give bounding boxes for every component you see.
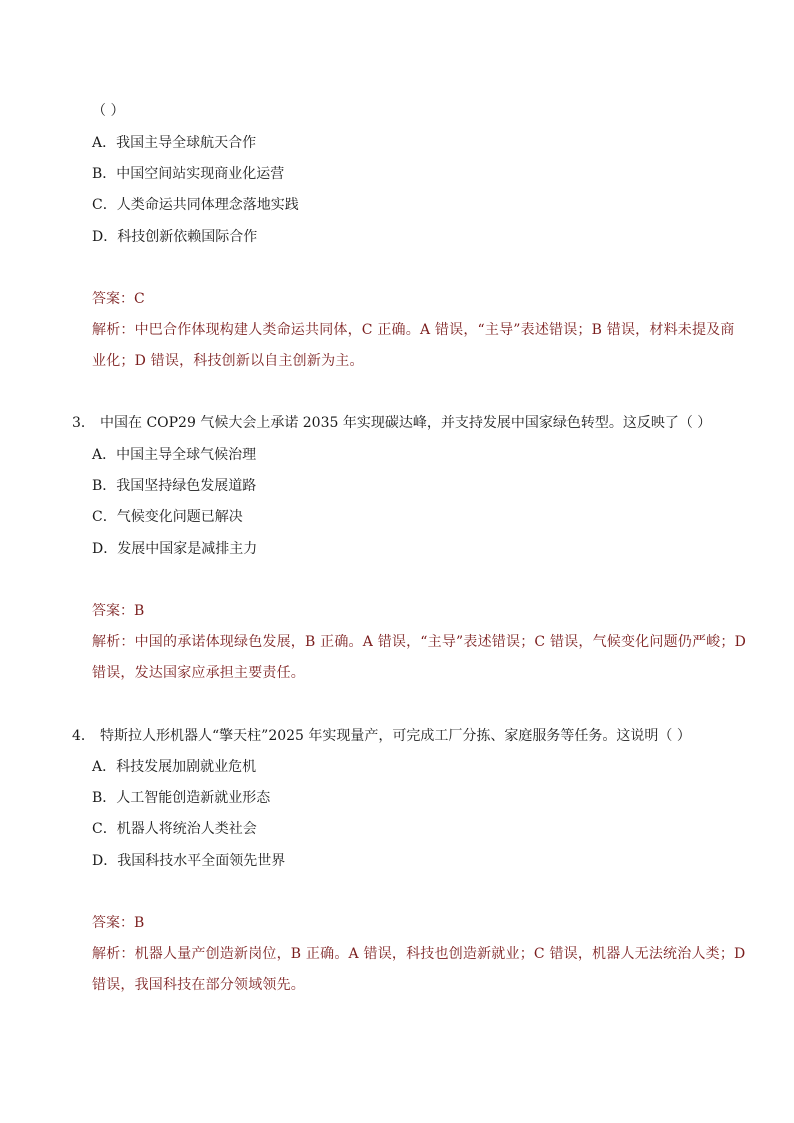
- q4-analysis-line1: 解析：机器人量产创造新岗位，B 正确。A 错误，科技也创造新就业；C 错误，机器人无法统治人类；D: [92, 946, 746, 962]
- q3-option-b: B．我国坚持绿色发展道路: [92, 478, 257, 494]
- q4-option-c: C．机器人将统治人类社会: [92, 821, 257, 837]
- q2-option-c: C．人类命运共同体理念落地实践: [92, 197, 299, 213]
- q2-bracket: （ ）: [92, 103, 125, 119]
- q3-option-a: A．中国主导全球气候治理: [92, 447, 257, 463]
- q2-analysis-line1: 解析：中巴合作体现构建人类命运共同体，C 正确。A 错误，“主导”表述错误；B 错误，材料未提及商: [92, 322, 735, 338]
- q4-answer: 答案：B: [92, 915, 145, 931]
- q4-number: 4．: [72, 728, 95, 744]
- q2-option-a: A．我国主导全球航天合作: [92, 135, 257, 151]
- q3-stem: 中国在 COP29 气候大会上承诺 2035 年实现碳达峰，并支持发展中国家绿色转型。这反映了（ ）: [100, 415, 712, 431]
- q2-answer: 答案：C: [92, 291, 145, 307]
- q3-option-d: D．发展中国家是减排主力: [92, 541, 258, 557]
- q4-stem: 特斯拉人形机器人“擎天柱”2025 年实现量产，可完成工厂分拣、家庭服务等任务。这说明（ ）: [100, 728, 691, 744]
- q3-answer: 答案：B: [92, 603, 145, 619]
- q4-option-b: B．人工智能创造新就业形态: [92, 790, 271, 806]
- q4-analysis-line2: 错误，我国科技在部分领域领先。: [92, 977, 305, 993]
- q2-option-b: B．中国空间站实现商业化运营: [92, 166, 285, 182]
- q4-option-a: A．科技发展加剧就业危机: [92, 759, 257, 775]
- q3-analysis-line1: 解析：中国的承诺体现绿色发展，B 正确。A 错误，“主导”表述错误；C 错误，气候变化问题仍严峻；D: [92, 634, 746, 650]
- q3-analysis-line2: 错误，发达国家应承担主要责任。: [92, 665, 305, 681]
- q2-option-d: D．科技创新依赖国际合作: [92, 229, 258, 245]
- q2-analysis-line2: 业化；D 错误，科技创新以自主创新为主。: [92, 353, 364, 369]
- q3-option-c: C．气候变化问题已解决: [92, 509, 243, 525]
- q3-number: 3．: [72, 415, 95, 431]
- q4-option-d: D．我国科技水平全面领先世界: [92, 853, 286, 869]
